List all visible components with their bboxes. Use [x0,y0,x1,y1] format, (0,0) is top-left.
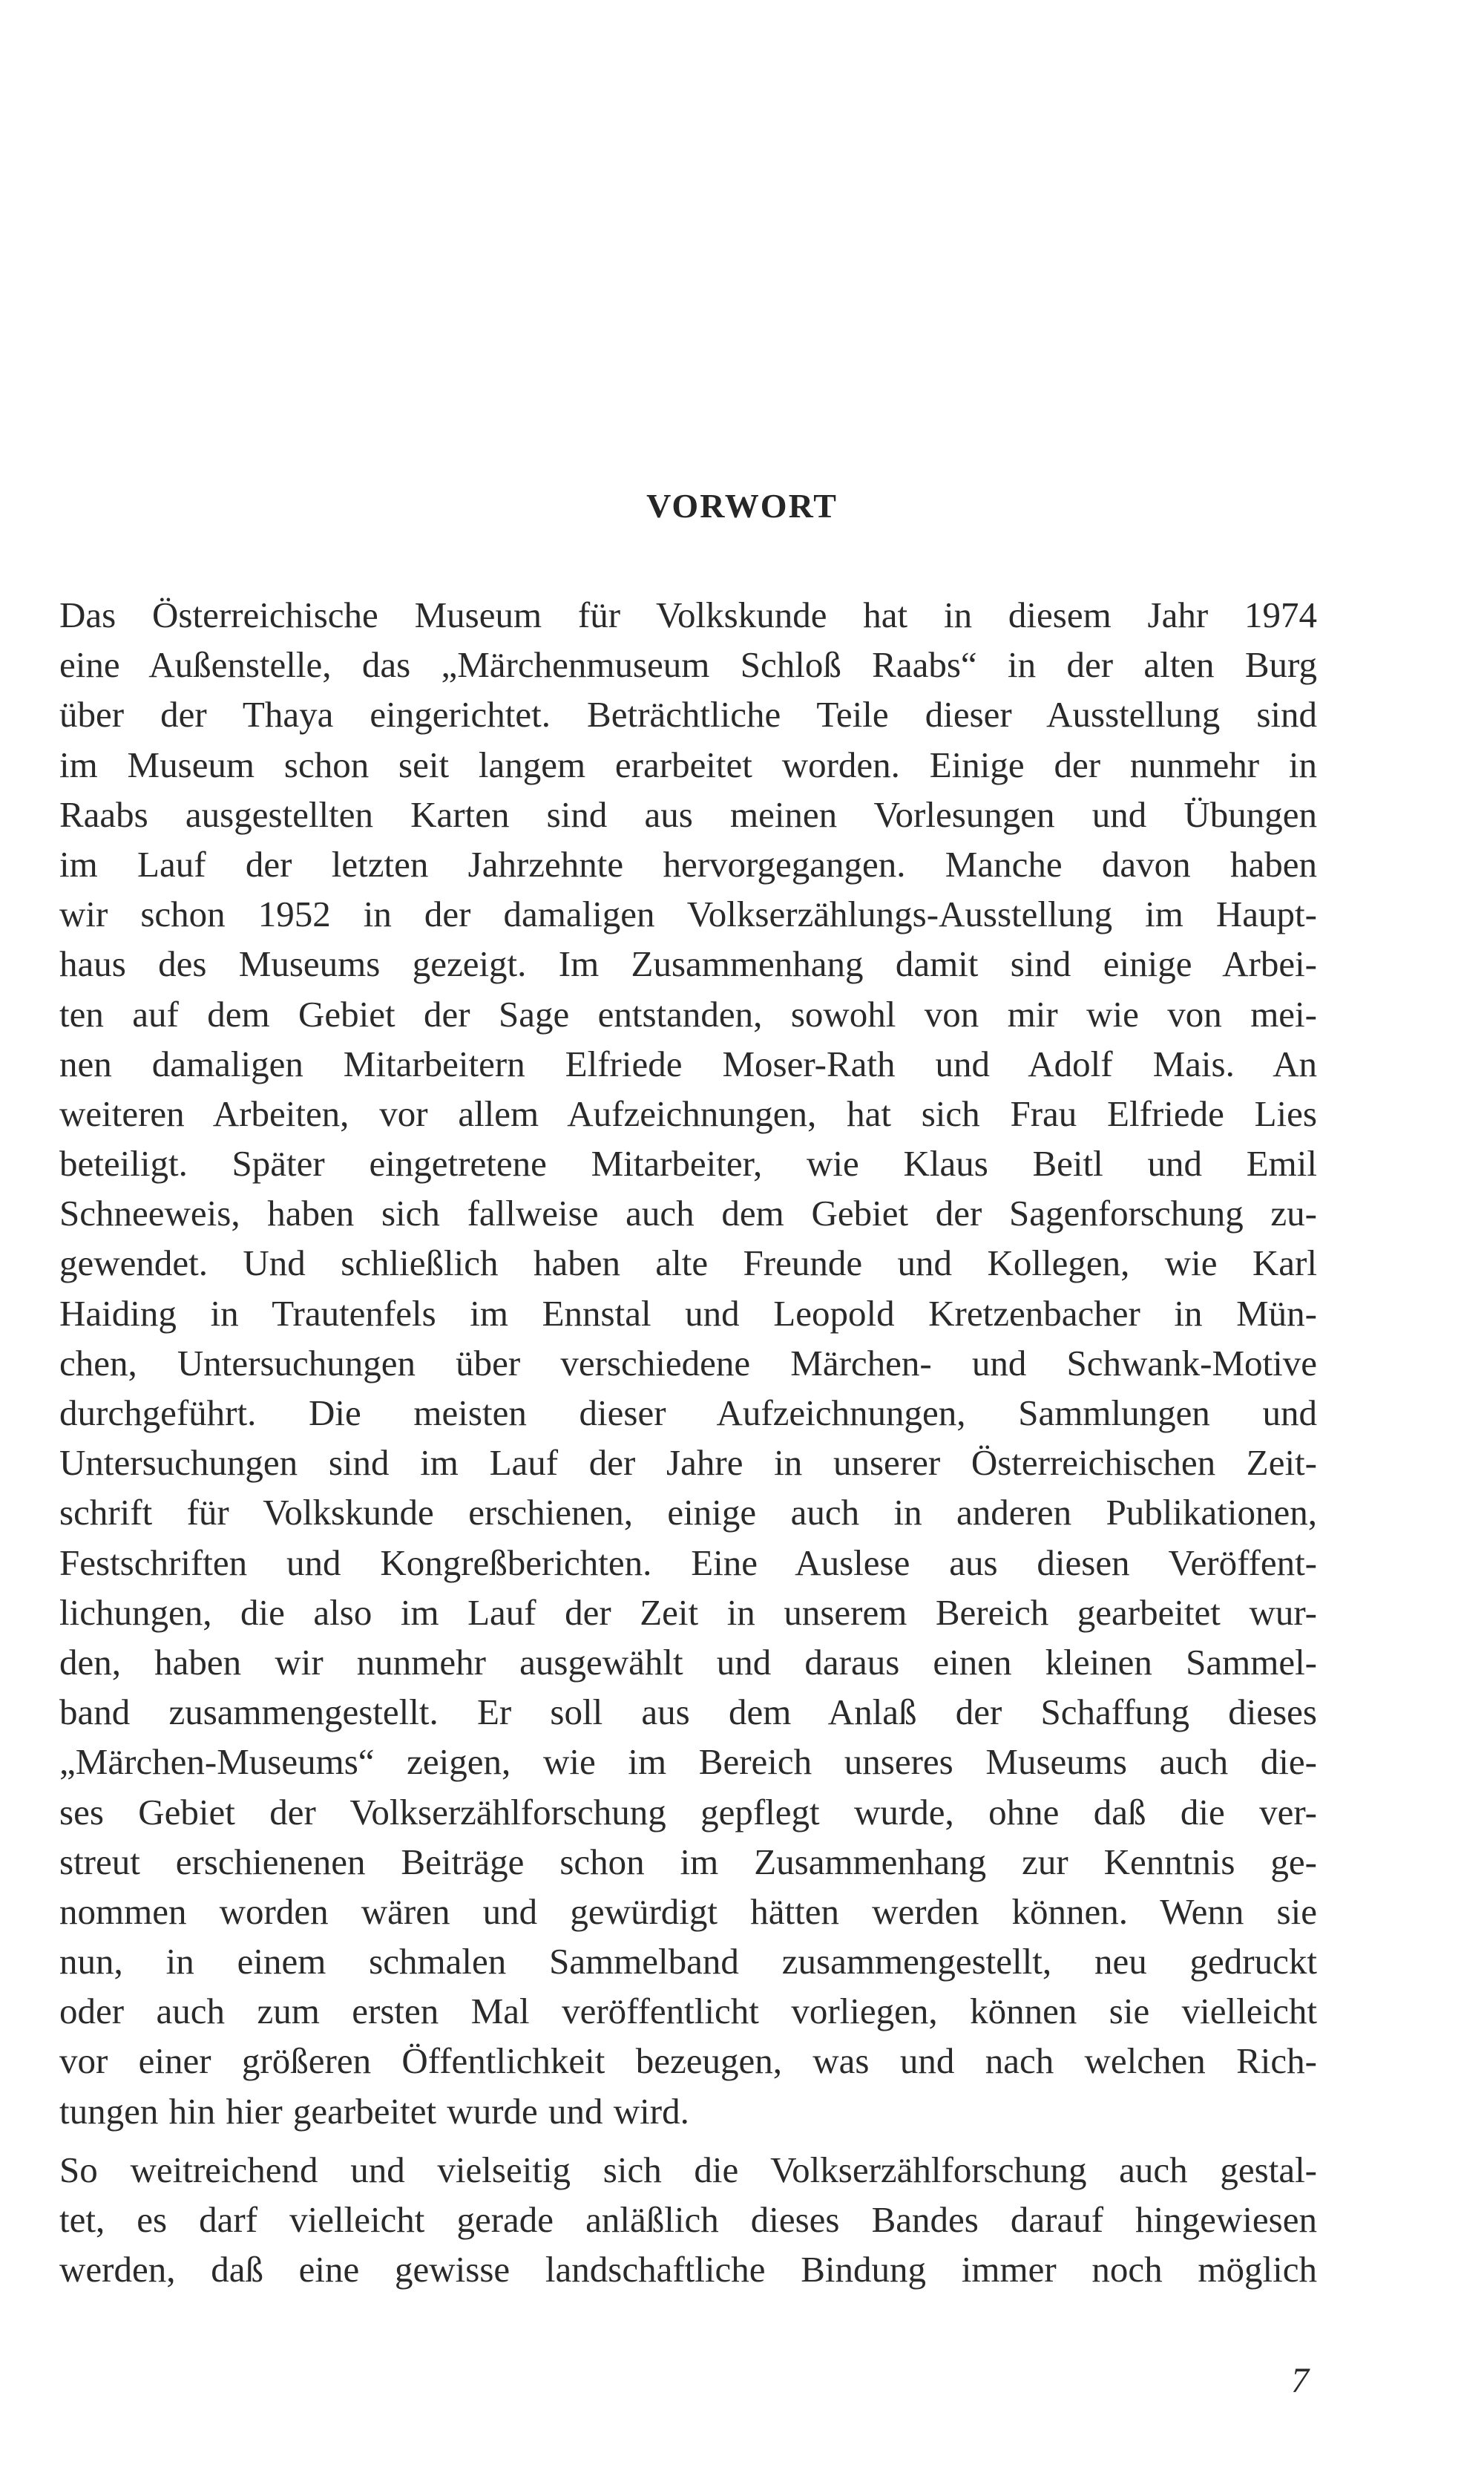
text-line: streut erschienenen Beiträge schon im Zusammenhang zur Kenntnis ge- [59,1841,1317,1882]
text-line: Haiding in Trautenfels im Ennstal und Leopold Kretzenbacher in Mün- [59,1292,1317,1334]
paragraph-1 [59,590,1317,2136]
text-line: eine Außenstelle, das „Märchenmuseum Schloß Raabs“ in der alten Burg [59,644,1317,686]
text-line: ten auf dem Gebiet der Sage entstanden, sowohl von mir wie von mei- [59,993,1317,1035]
text-line: gewendet. Und schließlich haben alte Freunde und Kollegen, wie Karl [59,1242,1317,1284]
text-line: So weitreichend und vielseitig sich die Volkserzählforschung auch gestal- [59,2149,1317,2190]
paragraph-2 [59,2145,1317,2295]
text-line: weiteren Arbeiten, vor allem Aufzeichnungen, hat sich Frau Elfriede Lies [59,1093,1317,1134]
text-line: Schneeweis, haben sich fallweise auch dem Gebiet der Sagenforschung zu- [59,1193,1317,1234]
text-line: schrift für Volkskunde erschienen, einige auch in anderen Publikationen, [59,1492,1317,1533]
page-number: 7 [1291,2361,1309,2400]
text-line: chen, Untersuchungen über verschiedene Märchen- und Schwank-Motive [59,1342,1317,1383]
text-line: Raabs ausgestellten Karten sind aus meinen Vorlesungen und Übungen [59,793,1317,835]
text-line: wir schon 1952 in der damaligen Volkserzählungs-Ausstellung im Haupt- [59,894,1317,935]
text-line: nommen worden wären und gewürdigt hätten werden können. Wenn sie [59,1890,1317,1932]
text-line: im Lauf der letzten Jahrzehnte hervorgegangen. Manche davon haben [59,843,1317,885]
text-line: nun, in einem schmalen Sammelband zusammengestellt, neu gedruckt [59,1941,1317,1982]
page-title: VORWORT [646,487,838,525]
text-line: im Museum schon seit langem erarbeitet worden. Einige der nunmehr in [59,744,1317,785]
text-line: haus des Museums gezeigt. Im Zusammenhang damit sind einige Arbei- [59,943,1317,985]
text-line: werden, daß eine gewisse landschaftliche Bindung immer noch möglich [59,2249,1317,2290]
text-line: Das Österreichische Museum für Volkskunde hat in diesem Jahr 1974 [59,595,1317,635]
text-line: durchgeführt. Die meisten dieser Aufzeichnungen, Sammlungen und [59,1392,1317,1433]
text-line: beteiligt. Später eingetretene Mitarbeiter, wie Klaus Beitl und Emil [59,1143,1317,1185]
text-line: Festschriften und Kongreßberichten. Eine Auslese aus diesen Veröffent- [59,1542,1317,1583]
text-line: über der Thaya eingerichtet. Beträchtliche Teile dieser Ausstellung sind [59,694,1317,736]
text-line: oder auch zum ersten Mal veröffentlicht vorliegen, können sie vielleicht [59,1991,1317,2032]
text-line: band zusammengestellt. Er soll aus dem Anlaß der Schaffung dieses [59,1691,1317,1733]
text-line: vor einer größeren Öffentlichkeit bezeugen, was und nach welchen Rich- [59,2040,1317,2082]
text-line: den, haben wir nunmehr ausgewählt und daraus einen kleinen Sammel- [59,1641,1317,1683]
text-line: tungen hin hier gearbeitet wurde und wird. [59,2090,689,2132]
text-line: Untersuchungen sind im Lauf der Jahre in unserer Österreichischen Zeit- [59,1442,1317,1484]
text-line: „Märchen-Museums“ zeigen, wie im Bereich unseres Museums auch die- [59,1741,1317,1783]
text-line: nen damaligen Mitarbeitern Elfriede Moser-Rath und Adolf Mais. An [59,1043,1317,1084]
text-line: ses Gebiet der Volkserzählforschung gepflegt wurde, ohne daß die ver- [59,1791,1317,1833]
text-line: lichungen, die also im Lauf der Zeit in unserem Bereich gearbeitet wur- [59,1591,1317,1633]
text-line: tet, es darf vielleicht gerade anläßlich dieses Bandes darauf hingewiesen [59,2199,1317,2241]
